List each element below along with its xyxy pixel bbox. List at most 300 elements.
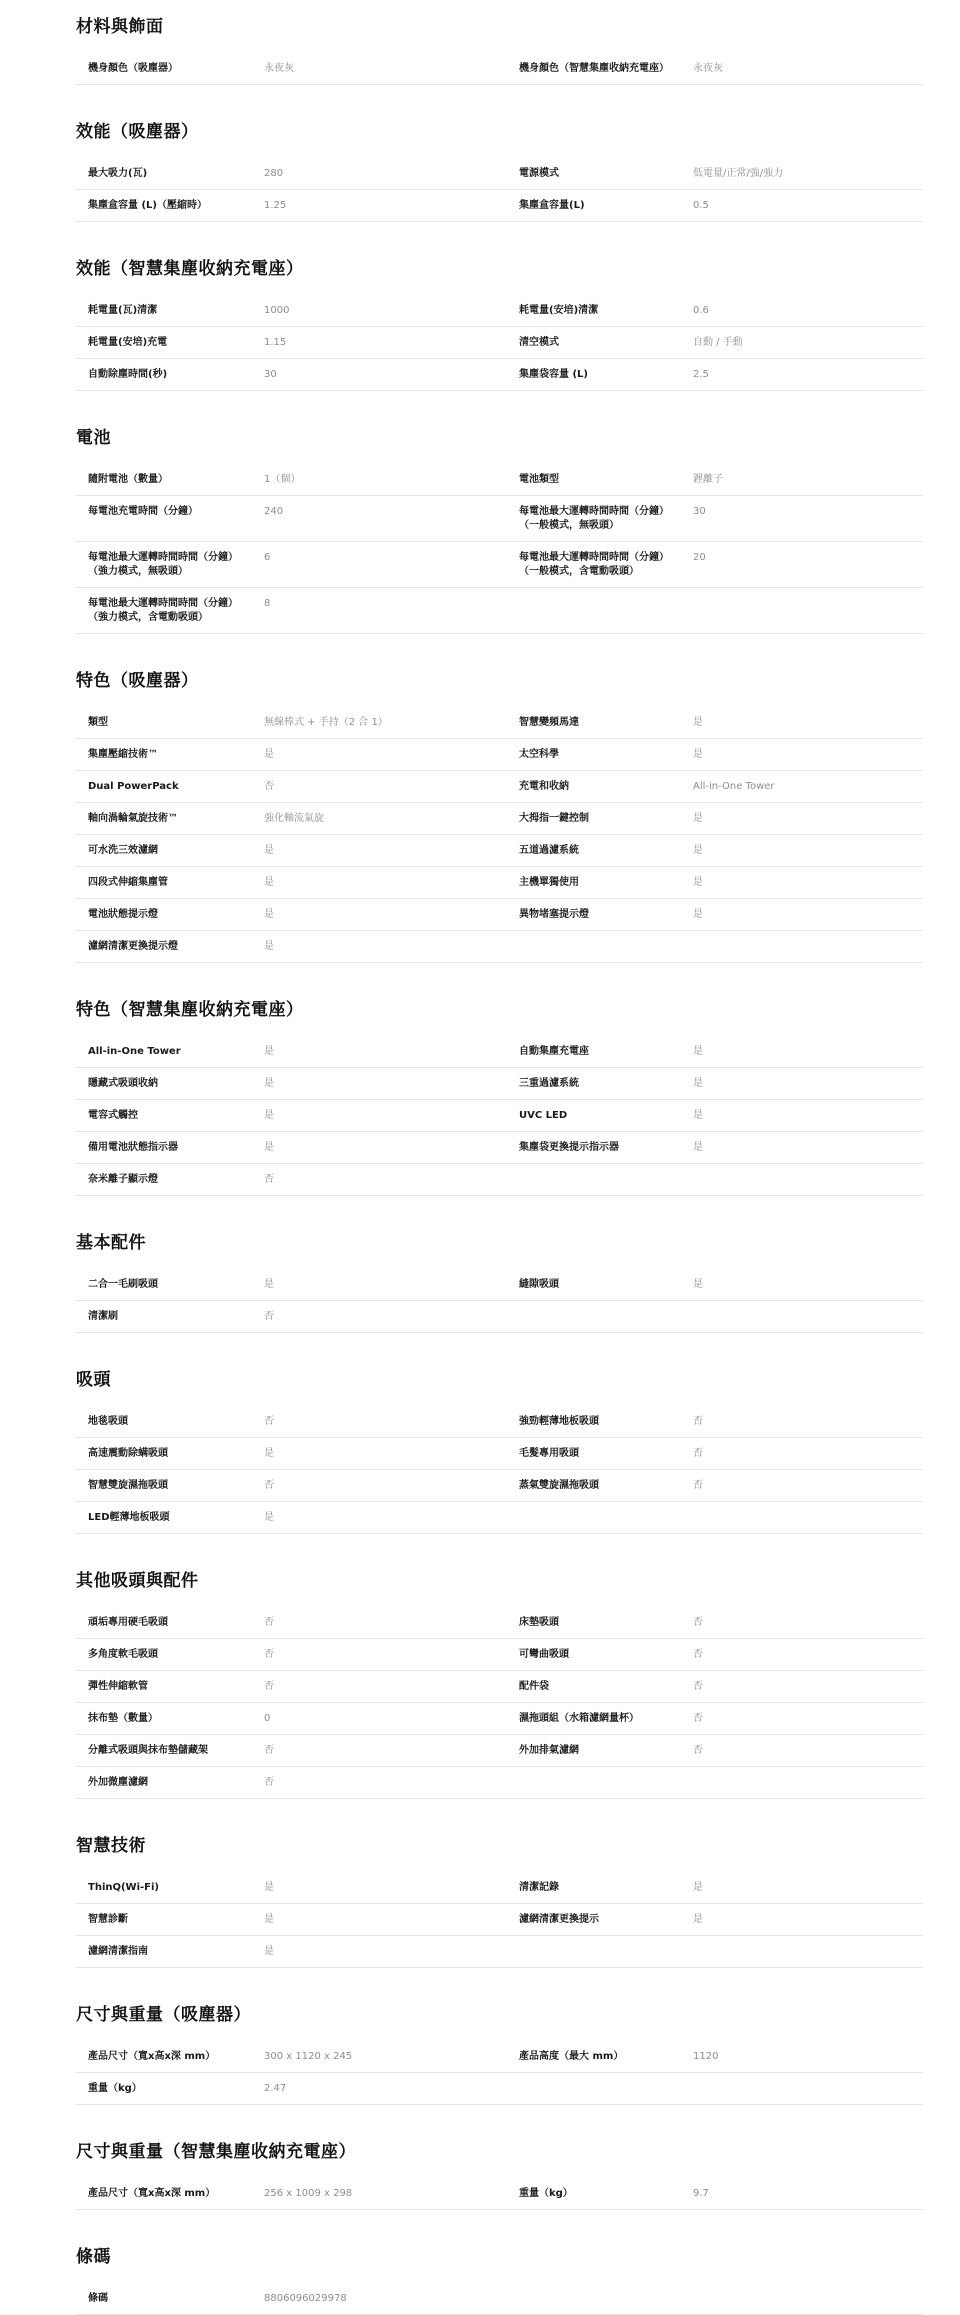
cell-text: 清潔刷 — [88, 1311, 118, 1322]
spec-label — [507, 327, 693, 358]
spec-row — [76, 1470, 923, 1502]
cell-text: 是 — [693, 813, 703, 824]
spec-value — [693, 1068, 923, 1099]
spec-value — [693, 359, 923, 390]
spec-label — [76, 899, 264, 930]
spec-value — [264, 1502, 507, 1533]
cell-text: 鋰離子 — [693, 474, 723, 485]
spec-label — [76, 190, 264, 221]
cell-text: 每電池最大運轉時間時間（分鐘） （一般模式，無吸頭） — [519, 506, 669, 531]
cell-text: 2.5 — [693, 369, 709, 380]
cell-text: 是 — [264, 1279, 274, 1290]
cell-text: 耗電量(瓦)清潔 — [88, 305, 158, 316]
cell-text: 產品尺寸（寬x高x深 mm） — [88, 2188, 216, 2199]
spec-value — [264, 464, 507, 495]
spec-label — [76, 835, 264, 866]
spec-row — [76, 1607, 923, 1639]
spec-value — [264, 899, 507, 930]
cell-text: 是 — [264, 909, 274, 920]
spec-label — [507, 1036, 693, 1067]
cell-text: 280 — [264, 168, 284, 179]
cell-text: 是 — [693, 717, 703, 728]
spec-table — [76, 1607, 923, 1799]
cell-text: 是 — [693, 1142, 703, 1153]
cell-text: 6 — [264, 552, 271, 563]
spec-row — [76, 327, 923, 359]
cell-text: 外加微塵濾網 — [88, 1777, 148, 1788]
section-title — [76, 16, 923, 38]
cell-text: 機身顏色（智慧集塵收納充電座） — [519, 63, 669, 74]
cell-text: 大拇指一鍵控制 — [519, 813, 589, 824]
spec-value — [693, 158, 923, 189]
cell-text: 否 — [693, 1480, 703, 1491]
spec-row — [76, 899, 923, 931]
spec-table — [76, 53, 923, 85]
section-title — [76, 427, 923, 449]
section-title — [76, 258, 923, 280]
spec-value — [693, 1132, 923, 1163]
spec-value — [264, 1036, 507, 1067]
spec-value — [693, 1904, 923, 1935]
cell-text: 特色（吸塵器） — [76, 671, 199, 691]
cell-text: 240 — [264, 506, 284, 517]
section-title — [76, 999, 923, 1021]
cell-text: 重量（kg） — [519, 2188, 573, 2199]
cell-text: 是 — [264, 1512, 274, 1523]
spec-label — [76, 1904, 264, 1935]
spec-row — [76, 1036, 923, 1068]
cell-text: 異物堵塞提示燈 — [519, 909, 589, 920]
cell-text: 20 — [693, 552, 706, 563]
spec-value — [264, 1301, 507, 1332]
cell-text: 永夜灰 — [693, 63, 723, 74]
cell-text: 耗電量(安培)充電 — [88, 337, 168, 348]
spec-label — [507, 464, 693, 495]
spec-section — [76, 1570, 923, 1799]
cell-text: 0.6 — [693, 305, 709, 316]
cell-text: 主機單獨使用 — [519, 877, 579, 888]
spec-value — [264, 1132, 507, 1163]
cell-text: 集塵袋容量 (L) — [519, 369, 588, 380]
spec-label — [76, 739, 264, 770]
cell-text: 是 — [264, 1914, 274, 1925]
spec-label — [76, 496, 264, 541]
spec-value — [264, 1438, 507, 1469]
cell-text: 最大吸力(瓦) — [88, 168, 148, 179]
spec-label — [507, 1936, 693, 1967]
spec-label — [76, 1502, 264, 1533]
cell-text: 否 — [264, 1480, 274, 1491]
cell-text: 自動除塵時間(秒) — [88, 369, 168, 380]
cell-text: 否 — [264, 1649, 274, 1660]
cell-text: 強化軸流氣旋 — [264, 813, 324, 824]
spec-label — [507, 1406, 693, 1437]
spec-table — [76, 1036, 923, 1196]
cell-text: 是 — [264, 845, 274, 856]
spec-label — [76, 1872, 264, 1903]
cell-text: 否 — [693, 1681, 703, 1692]
spec-value — [693, 53, 923, 84]
spec-row — [76, 2073, 923, 2105]
spec-row — [76, 496, 923, 542]
cell-text: 是 — [264, 1448, 274, 1459]
spec-label — [507, 2041, 693, 2072]
cell-text: 否 — [693, 1745, 703, 1756]
spec-row — [76, 1438, 923, 1470]
spec-label — [76, 867, 264, 898]
spec-value — [693, 1100, 923, 1131]
section-title — [76, 1835, 923, 1857]
spec-row — [76, 1164, 923, 1196]
spec-value — [693, 1164, 923, 1195]
spec-value — [693, 2283, 923, 2314]
spec-value — [693, 899, 923, 930]
spec-table — [76, 158, 923, 222]
cell-text: 否 — [264, 1777, 274, 1788]
spec-section — [76, 2246, 923, 2315]
spec-value — [693, 588, 923, 633]
spec-label — [507, 2178, 693, 2209]
spec-label — [76, 464, 264, 495]
spec-value — [693, 803, 923, 834]
spec-label — [507, 2073, 693, 2104]
cell-text: 1（個） — [264, 474, 301, 485]
cell-text: 是 — [264, 877, 274, 888]
spec-value — [693, 1502, 923, 1533]
cell-text: 是 — [264, 749, 274, 760]
spec-value — [264, 327, 507, 358]
spec-table — [76, 1406, 923, 1534]
cell-text: 床墊吸頭 — [519, 1617, 559, 1628]
spec-value — [264, 2041, 507, 2072]
cell-text: 條碼 — [76, 2247, 111, 2267]
spec-value — [693, 2178, 923, 2209]
spec-table — [76, 2178, 923, 2210]
cell-text: 是 — [264, 1142, 274, 1153]
spec-value — [693, 190, 923, 221]
section-title — [76, 1232, 923, 1254]
cell-text: 吸頭 — [76, 1370, 111, 1390]
spec-row — [76, 1100, 923, 1132]
spec-value — [264, 771, 507, 802]
spec-section — [76, 1835, 923, 1968]
cell-text: 高速震動除螨吸頭 — [88, 1448, 168, 1459]
cell-text: 材料與飾面 — [76, 17, 164, 37]
spec-row — [76, 1639, 923, 1671]
cell-text: 縫隙吸頭 — [519, 1279, 559, 1290]
cell-text: 8806096029978 — [264, 2293, 347, 2304]
spec-label — [76, 359, 264, 390]
spec-value — [264, 1735, 507, 1766]
cell-text: 2.47 — [264, 2083, 287, 2094]
cell-text: 智慧變頻馬達 — [519, 717, 579, 728]
cell-text: 濾網清潔指南 — [88, 1946, 148, 1957]
spec-value — [264, 867, 507, 898]
cell-text: 每電池最大運轉時間時間（分鐘） （強力模式，含電動吸頭） — [88, 598, 238, 623]
spec-row — [76, 803, 923, 835]
cell-text: 是 — [693, 1914, 703, 1925]
spec-label — [76, 542, 264, 587]
spec-label — [507, 158, 693, 189]
spec-label — [507, 1639, 693, 1670]
spec-table — [76, 1872, 923, 1968]
spec-label — [76, 1607, 264, 1638]
spec-value — [264, 1767, 507, 1798]
cell-text: 效能（吸塵器） — [76, 122, 199, 142]
spec-row — [76, 771, 923, 803]
spec-value — [693, 931, 923, 962]
cell-text: 是 — [693, 877, 703, 888]
cell-text: Dual PowerPack — [88, 781, 179, 792]
spec-section — [76, 1232, 923, 1333]
spec-row — [76, 158, 923, 190]
spec-value — [693, 1703, 923, 1734]
spec-value — [264, 496, 507, 541]
section-title — [76, 1369, 923, 1391]
spec-row — [76, 2178, 923, 2210]
spec-row — [76, 1068, 923, 1100]
spec-value — [264, 53, 507, 84]
spec-label — [507, 867, 693, 898]
spec-row — [76, 931, 923, 963]
cell-text: 多角度軟毛吸頭 — [88, 1649, 158, 1660]
cell-text: 1.15 — [264, 337, 287, 348]
spec-value — [693, 1607, 923, 1638]
cell-text: 產品尺寸（寬x高x深 mm） — [88, 2051, 216, 2062]
section-title — [76, 121, 923, 143]
cell-text: 奈米離子顯示燈 — [88, 1174, 158, 1185]
spec-value — [264, 2073, 507, 2104]
spec-value — [264, 1936, 507, 1967]
spec-value — [264, 1904, 507, 1935]
spec-label — [507, 53, 693, 84]
spec-section — [76, 427, 923, 634]
cell-text: 電池 — [76, 428, 111, 448]
spec-label — [507, 359, 693, 390]
spec-row — [76, 588, 923, 634]
cell-text: 智慧雙旋濕拖吸頭 — [88, 1480, 168, 1491]
cell-text: All-in-One Tower — [693, 781, 775, 792]
spec-table — [76, 2283, 923, 2315]
spec-label — [507, 1132, 693, 1163]
spec-value — [693, 867, 923, 898]
cell-text: 低電量/正常/強/強力 — [693, 168, 784, 179]
spec-label — [507, 771, 693, 802]
spec-label — [76, 2283, 264, 2314]
spec-row — [76, 835, 923, 867]
spec-value — [264, 1100, 507, 1131]
section-title — [76, 2141, 923, 2163]
spec-value — [693, 2073, 923, 2104]
spec-label — [507, 588, 693, 633]
cell-text: 彈性伸縮軟管 — [88, 1681, 148, 1692]
cell-text: 是 — [693, 1110, 703, 1121]
section-title — [76, 2004, 923, 2026]
spec-section — [76, 670, 923, 963]
cell-text: UVC LED — [519, 1110, 568, 1121]
spec-label — [76, 1164, 264, 1195]
spec-table — [76, 1269, 923, 1333]
spec-value — [264, 359, 507, 390]
cell-text: 濾網清潔更換提示燈 — [88, 941, 178, 952]
cell-text: 是 — [264, 1046, 274, 1057]
spec-row — [76, 1132, 923, 1164]
cell-text: 尺寸與重量（吸塵器） — [76, 2005, 251, 2025]
spec-value — [693, 327, 923, 358]
spec-value — [693, 542, 923, 587]
cell-text: 每電池最大運轉時間時間（分鐘） （一般模式，含電動吸頭） — [519, 552, 669, 577]
cell-text: 是 — [264, 1946, 274, 1957]
cell-text: 自動集塵充電座 — [519, 1046, 589, 1057]
cell-text: 耗電量(安培)清潔 — [519, 305, 599, 316]
spec-label — [76, 771, 264, 802]
spec-row — [76, 1936, 923, 1968]
cell-text: 是 — [264, 1110, 274, 1121]
spec-value — [264, 1607, 507, 1638]
cell-text: 是 — [693, 749, 703, 760]
cell-text: 毛髮專用吸頭 — [519, 1448, 579, 1459]
cell-text: 軸向渦輪氣旋技術™ — [88, 813, 178, 824]
spec-row — [76, 1904, 923, 1936]
cell-text: 可彎曲吸頭 — [519, 1649, 569, 1660]
spec-row — [76, 53, 923, 85]
cell-text: 否 — [264, 781, 274, 792]
cell-text: 四段式伸縮集塵管 — [88, 877, 168, 888]
cell-text: 三重過濾系統 — [519, 1078, 579, 1089]
spec-label — [76, 931, 264, 962]
spec-value — [693, 295, 923, 326]
spec-row — [76, 1671, 923, 1703]
spec-row — [76, 707, 923, 739]
spec-label — [76, 1767, 264, 1798]
spec-label — [76, 1936, 264, 1967]
spec-label — [507, 1470, 693, 1501]
cell-text: 是 — [693, 1882, 703, 1893]
spec-value — [264, 190, 507, 221]
cell-text: 30 — [693, 506, 706, 517]
cell-text: 抹布墊（數量） — [88, 1713, 158, 1724]
cell-text: 否 — [693, 1448, 703, 1459]
cell-text: All-in-One Tower — [88, 1046, 181, 1057]
spec-value — [693, 2041, 923, 2072]
spec-row — [76, 1872, 923, 1904]
cell-text: 300 x 1120 x 245 — [264, 2051, 353, 2062]
cell-text: 是 — [693, 1078, 703, 1089]
spec-label — [76, 1438, 264, 1469]
spec-label — [507, 1100, 693, 1131]
section-title — [76, 2246, 923, 2268]
cell-text: 集塵盒容量 (L)（壓縮時） — [88, 200, 207, 211]
cell-text: 0 — [264, 1713, 271, 1724]
spec-label — [76, 707, 264, 738]
spec-value — [264, 588, 507, 633]
cell-text: 是 — [264, 1078, 274, 1089]
cell-text: 產品高度（最大 mm） — [519, 2051, 624, 2062]
spec-label — [76, 1470, 264, 1501]
spec-table — [76, 707, 923, 963]
cell-text: 備用電池狀態指示器 — [88, 1142, 178, 1153]
cell-text: 30 — [264, 369, 277, 380]
cell-text: 0.5 — [693, 200, 709, 211]
spec-row — [76, 190, 923, 222]
cell-text: 自動 / 手動 — [693, 337, 743, 348]
cell-text: 256 x 1009 x 298 — [264, 2188, 353, 2199]
spec-label — [76, 803, 264, 834]
cell-text: 9.7 — [693, 2188, 709, 2199]
spec-value — [693, 1872, 923, 1903]
spec-section — [76, 1369, 923, 1534]
spec-value — [693, 496, 923, 541]
spec-label — [76, 2073, 264, 2104]
spec-label — [76, 1068, 264, 1099]
cell-text: 可水洗三效濾網 — [88, 845, 158, 856]
cell-text: 集塵袋更換提示指示器 — [519, 1142, 619, 1153]
cell-text: 1.25 — [264, 200, 287, 211]
spec-value — [693, 1639, 923, 1670]
cell-text: 太空科學 — [519, 749, 559, 760]
spec-value — [264, 158, 507, 189]
cell-text: 1000 — [264, 305, 290, 316]
spec-label — [76, 158, 264, 189]
spec-label — [76, 1269, 264, 1300]
cell-text: 否 — [693, 1649, 703, 1660]
cell-text: 電容式觸控 — [88, 1110, 138, 1121]
spec-label — [507, 542, 693, 587]
spec-label — [76, 2178, 264, 2209]
cell-text: 是 — [693, 845, 703, 856]
spec-value — [693, 1735, 923, 1766]
cell-text: 濕拖頭組（水箱濾網量杯） — [519, 1713, 639, 1724]
spec-label — [507, 1301, 693, 1332]
spec-label — [76, 53, 264, 84]
cell-text: LED輕薄地板吸頭 — [88, 1512, 170, 1523]
spec-value — [264, 707, 507, 738]
spec-label — [507, 899, 693, 930]
spec-row — [76, 1406, 923, 1438]
cell-text: 類型 — [88, 717, 108, 728]
spec-label — [507, 1438, 693, 1469]
spec-value — [264, 1703, 507, 1734]
cell-text: 集塵壓縮技術™ — [88, 749, 158, 760]
spec-row — [76, 2283, 923, 2315]
spec-value — [264, 1406, 507, 1437]
cell-text: 否 — [693, 1617, 703, 1628]
spec-value — [693, 1301, 923, 1332]
spec-label — [507, 1872, 693, 1903]
cell-text: 重量（kg） — [88, 2083, 142, 2094]
spec-label — [76, 1036, 264, 1067]
cell-text: 否 — [264, 1681, 274, 1692]
spec-label — [76, 1301, 264, 1332]
cell-text: 無線棒式 + 手持（2 合 1） — [264, 717, 388, 728]
cell-text: 智慧診斷 — [88, 1914, 128, 1925]
cell-text: 條碼 — [88, 2293, 108, 2304]
cell-text: 1120 — [693, 2051, 719, 2062]
cell-text: 電池狀態提示燈 — [88, 909, 158, 920]
cell-text: 配件袋 — [519, 1681, 549, 1692]
spec-label — [507, 295, 693, 326]
spec-label — [76, 2041, 264, 2072]
spec-row — [76, 867, 923, 899]
spec-value — [693, 1269, 923, 1300]
spec-section — [76, 2004, 923, 2105]
cell-text: 尺寸與重量（智慧集塵收納充電座） — [76, 2142, 356, 2162]
cell-text: 效能（智慧集塵收納充電座） — [76, 259, 304, 279]
cell-text: 濾網清潔更換提示 — [519, 1914, 599, 1925]
spec-row — [76, 739, 923, 771]
spec-value — [264, 1671, 507, 1702]
spec-label — [507, 835, 693, 866]
